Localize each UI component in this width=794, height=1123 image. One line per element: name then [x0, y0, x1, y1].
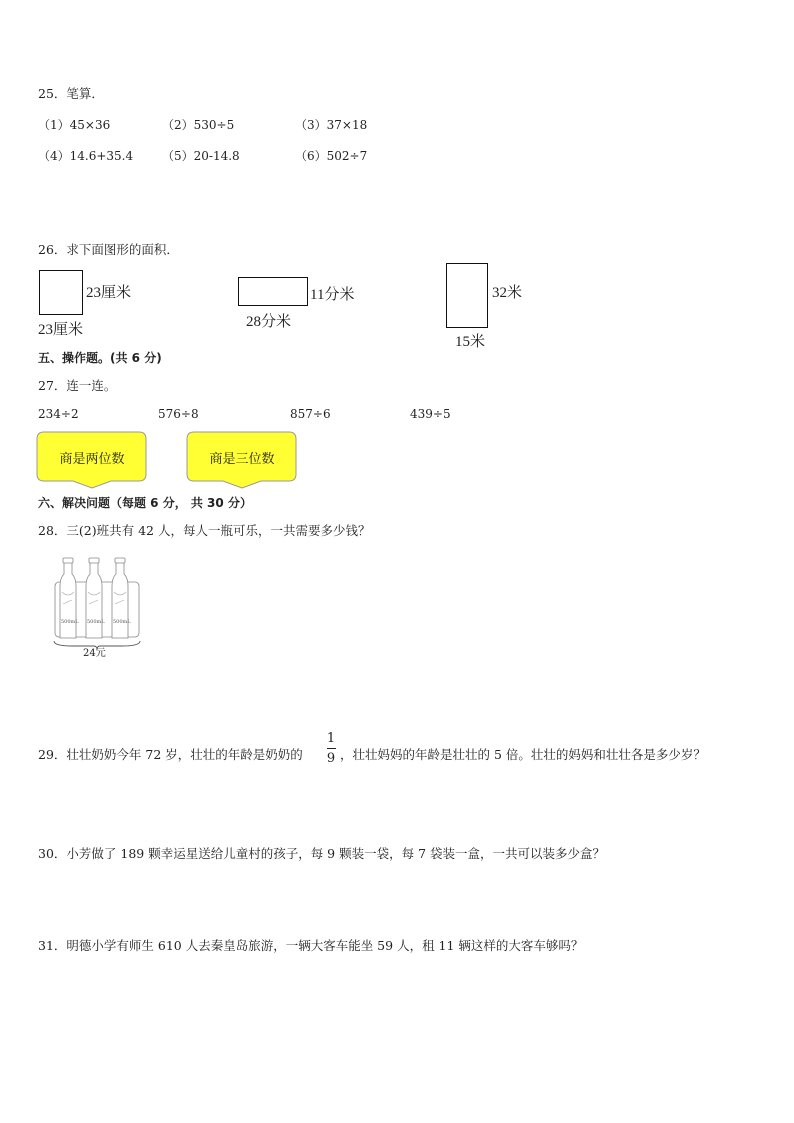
- rectangle-tall-side-label: 32米: [492, 285, 523, 301]
- square-shape: [39, 270, 83, 315]
- q29-text-before: 29．壮壮奶奶今年 72 岁，壮壮的年龄是奶奶的: [38, 747, 303, 762]
- expr-2: 576÷8: [158, 407, 199, 421]
- section-5-heading: 五、操作题。(共 6 分): [38, 351, 162, 365]
- q31-text: 31．明德小学有师生 610 人去秦皇岛旅游，一辆大客车能坐 59 人，租 11 辆这样的大客车够吗？: [38, 938, 584, 953]
- bottle-2-label: 500mL: [87, 619, 105, 625]
- fraction-denominator: 9: [326, 751, 336, 766]
- q26-title: 26．求下面图形的面积．: [38, 242, 179, 257]
- rectangle-tall-bottom-label: 15米: [455, 334, 486, 350]
- expr-4: 439÷5: [410, 407, 451, 421]
- q28-text: 28．三(2)班共有 42 人，每人一瓶可乐，一共需要多少钱？: [38, 523, 371, 538]
- q25-item-3: （3）37×18: [295, 118, 368, 132]
- bubble-two-digit: [36, 431, 148, 489]
- rectangle-wide-side-label: 11分米: [310, 287, 355, 303]
- square-bottom-label: 23厘米: [38, 322, 84, 338]
- square-side-label: 23厘米: [86, 285, 132, 301]
- section-6-heading: 六、解决问题（每题 6 分， 共 30 分）: [38, 496, 252, 510]
- q25-item-6: （6）502÷7: [295, 149, 368, 163]
- cola-bottles-image: [50, 556, 145, 658]
- bubble-two-digit-label: 商是两位数: [59, 452, 125, 467]
- fraction-bar: [327, 748, 336, 749]
- q25-item-5: （5）20-14.8: [162, 149, 240, 163]
- rectangle-wide-shape: [238, 277, 308, 306]
- rectangle-wide-bottom-label: 28分米: [246, 314, 292, 330]
- fraction-numerator: 1: [326, 731, 336, 746]
- q25-item-1: （1）45×36: [38, 118, 111, 132]
- q27-title: 27．连一连。: [38, 378, 117, 393]
- price-label: 24元: [83, 648, 106, 659]
- bubble-three-digit-label: 商是三位数: [209, 452, 275, 467]
- q30-text: 30．小芳做了 189 颗幸运星送给儿童村的孩子，每 9 颗装一袋，每 7 袋装一盒，一共可以装多少盒？: [38, 846, 606, 861]
- bottle-1-label: 500mL: [61, 619, 79, 625]
- q29-text-after: ，壮壮妈妈的年龄是壮壮的 5 倍。壮壮的妈妈和壮壮各是多少岁？: [340, 747, 706, 762]
- expr-3: 857÷6: [290, 407, 331, 421]
- q25-item-2: （2）530÷5: [162, 118, 235, 132]
- fraction-one-ninth: [325, 731, 337, 766]
- q25-item-4: （4）14.6+35.4: [38, 149, 134, 163]
- rectangle-tall-shape: [446, 263, 488, 328]
- bubble-three-digit: [186, 431, 298, 489]
- bottle-3-label: 500mL: [113, 619, 131, 625]
- expr-1: 234÷2: [38, 407, 79, 421]
- q25-title: 25．笔算．: [38, 86, 104, 101]
